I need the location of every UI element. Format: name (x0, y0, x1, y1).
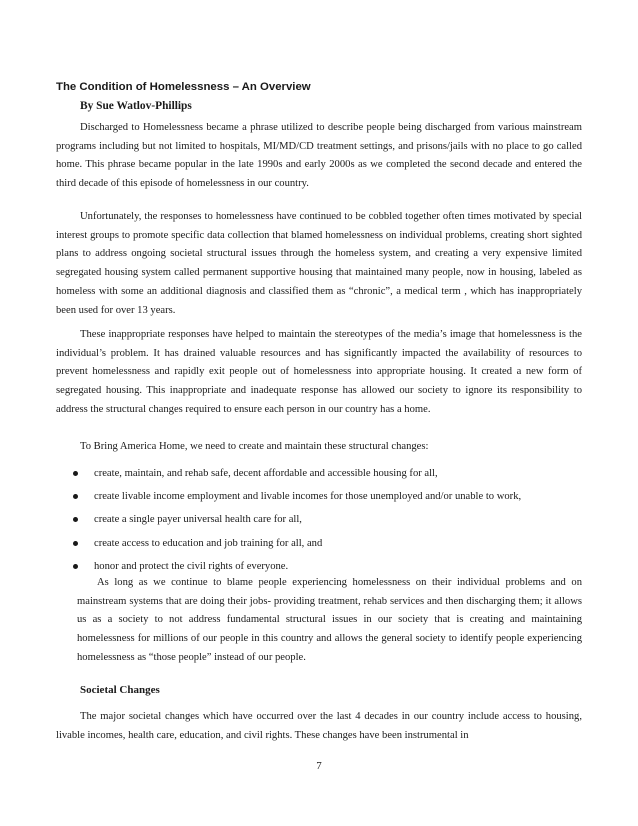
paragraph-bring-america-home: To Bring America Home, we need to create and maintain these structural changes: (80, 441, 429, 452)
paragraph-blame: As long as we continue to blame people experiencing homelessness on their individual problems and on mainstream systems that are doing their jobs- providing treatment, rehab services and then discharging them; it allows us as a society to not address fundamental structural issues in our society that is creating and maintaining homelessness for millions of our people in this country and allows the general society to identify people experiencing homelessness as “those people” instead of our people. (77, 577, 582, 663)
bullet-icon (73, 494, 78, 499)
bullet-icon (73, 471, 78, 476)
paragraph-societal-changes: The major societal changes which have occurred over the last 4 decades in our country include access to housing, livable incomes, health care, education, and civil rights. These changes have been instrumental in (56, 711, 582, 741)
list-item: honor and protect the civil rights of everyone. (56, 558, 582, 576)
author-byline: By Sue Watlov-Phillips (80, 100, 192, 112)
bullet-icon (73, 564, 78, 569)
structural-changes-list (56, 465, 582, 581)
bullet-icon (73, 517, 78, 522)
paragraph-responses: Unfortunately, the responses to homelessness have continued to be cobbled together often times motivated by special interest groups to promote specific data collection that blamed homelessness on individual problems, creating short sighted plans to address ongoing societal structural issues through the homeless system, and creating a very expensive limited segregated housing system called permanent supportive housing that maintained many people, now in housing, labeled as homeless with some an additional diagnosis and classified them as “chronic”, a medical term , which has inappropriately been used for over 13 years. (56, 211, 582, 316)
section-heading-societal-changes: Societal Changes (80, 684, 160, 696)
list-item: create a single payer universal health care for all, (56, 511, 582, 529)
list-item: create access to education and job training for all, and (56, 535, 582, 553)
document-title: The Condition of Homelessness – An Overview (56, 81, 311, 93)
list-item: create livable income employment and livable incomes for those unemployed and/or unable to work, (56, 488, 582, 506)
page-number: 7 (316, 760, 322, 772)
bullet-icon (73, 541, 78, 546)
paragraph-discharged: Discharged to Homelessness became a phrase utilized to describe people being discharged from various mainstream programs including but not limited to hospitals, MI/MD/CD treatment settings, and prisons/jails with no place to go called home. This phrase became popular in the late 1990s and early 2000s as we completed the second decade and entered the third decade of this episode of homelessness in our country. (56, 122, 582, 190)
paragraph-stereotypes: These inappropriate responses have helped to maintain the stereotypes of the media’s image that homelessness is the individual’s problem. It has drained valuable resources and has significantly impacted the availability of resources to prevent homelessness and rapidly exit people out of homelessness into appropriate housing. It created a new form of segregated housing. This inappropriate and inadequate response has allowed our society to ignore its responsibility to address the structural changes required to ensure each person in our country has a home. (56, 329, 582, 415)
list-item: create, maintain, and rehab safe, decent affordable and accessible housing for all, (56, 465, 582, 483)
